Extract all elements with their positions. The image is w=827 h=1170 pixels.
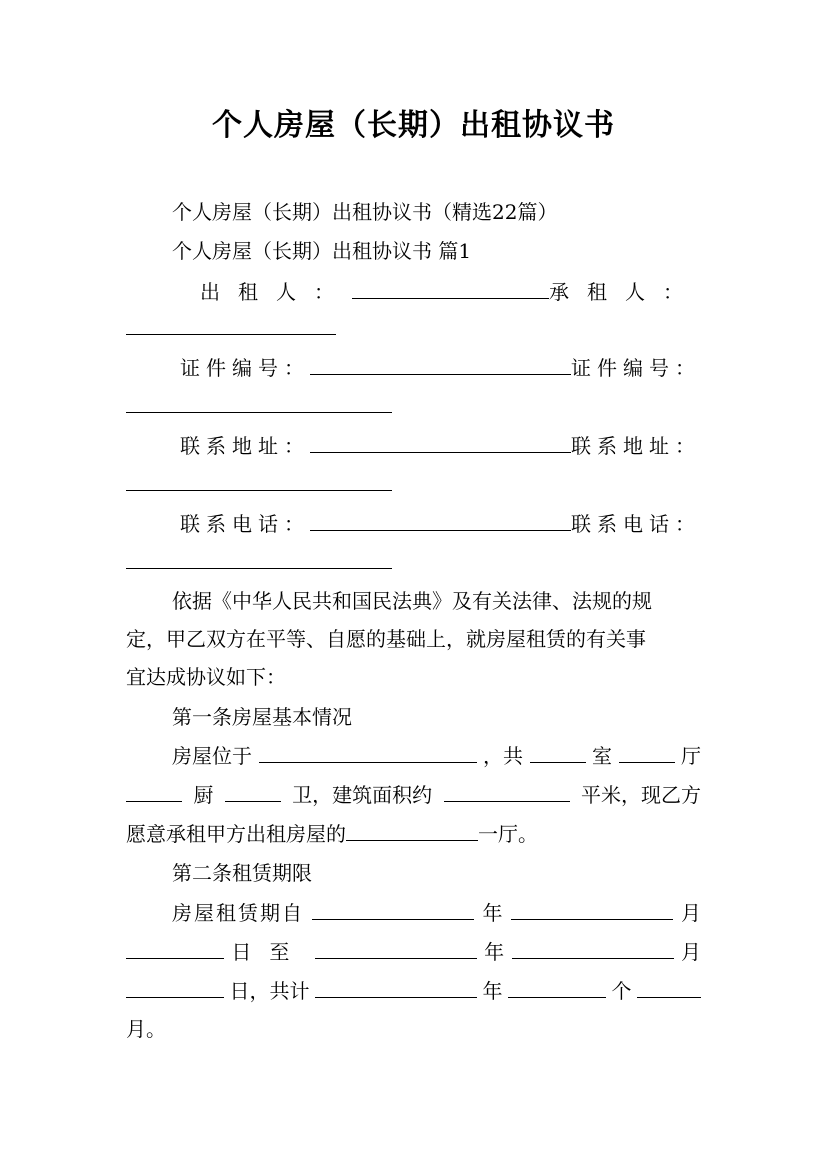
- article-2-title: 第二条租赁期限: [172, 861, 312, 885]
- article-1-title: 第一条房屋基本情况: [172, 705, 352, 729]
- art1-text-e: 厨: [193, 783, 214, 807]
- total-years-blank: [315, 975, 477, 998]
- end-year-blank: [315, 936, 477, 959]
- lessor-phone-label: 联系电话：: [180, 512, 310, 536]
- art1-text-b: ，共: [483, 744, 523, 768]
- lessee-address-blank: [126, 468, 392, 491]
- lessee-id-label: 证件编号：: [571, 356, 701, 380]
- lessee-label: 承租人：: [549, 280, 701, 304]
- area-blank: [444, 779, 570, 802]
- art2-text-c: 月: [681, 901, 701, 925]
- art1-text-c: 室: [592, 744, 612, 768]
- section-heading: 个人房屋（长期）出租协议书 篇1: [172, 239, 472, 263]
- art1-text-a: 房屋位于: [172, 744, 252, 768]
- art1-text-h: 愿意承租甲方出租房屋的: [126, 822, 346, 846]
- art1-text-d: 厅: [681, 744, 701, 768]
- lessee-phone-blank: [126, 546, 392, 569]
- art1-text-f: 卫，建筑面积约: [292, 783, 433, 807]
- art2-text-b: 年: [482, 901, 503, 925]
- lessor-address-label: 联系地址：: [180, 434, 310, 458]
- lessee-address-label: 联系地址：: [571, 434, 701, 458]
- lessor-label: 出租人：: [200, 280, 352, 304]
- start-year-blank: [312, 897, 474, 920]
- art2-text-d: 日至: [231, 940, 308, 964]
- art2-text-f: 月: [680, 940, 701, 964]
- end-day-blank: [126, 975, 224, 998]
- article-1-line-2: [126, 779, 701, 810]
- id-row: [180, 352, 701, 383]
- art1-text-g: 平米，现乙方: [580, 783, 701, 807]
- lessor-lessee-row: [200, 276, 701, 307]
- lessee-blank: [126, 312, 336, 335]
- art2-text-a: 房屋租赁期自: [172, 901, 304, 925]
- phone-row: [180, 508, 701, 539]
- lessor-phone-blank: [310, 508, 571, 531]
- art1-text-i: 一厅。: [478, 822, 538, 846]
- article-2-line-1: [172, 897, 701, 928]
- lessee-id-blank: [126, 390, 392, 413]
- end-month-blank: [512, 936, 674, 959]
- article-1-line-3: [126, 818, 701, 849]
- lessee-phone-label: 联系电话：: [571, 512, 701, 536]
- lessee-address-blank-row: [126, 468, 701, 499]
- baths-blank: [225, 779, 281, 802]
- article-1-line-1: [172, 740, 701, 771]
- art2-text-i: 个: [611, 979, 632, 1003]
- document-title: 个人房屋（长期）出租协议书: [212, 108, 615, 143]
- lessor-address-blank: [310, 430, 571, 453]
- article-2-line-3: [126, 975, 701, 1006]
- intro-line-1: 依据《中华人民共和国民法典》及有关法律、法规的规: [172, 589, 652, 613]
- house-location-blank: [259, 740, 477, 763]
- subtitle: 个人房屋（长期）出租协议书（精选22篇）: [172, 200, 558, 224]
- halls-blank: [619, 740, 675, 763]
- article-2-line-4: 月。: [126, 1017, 166, 1041]
- rented-part-blank: [346, 818, 478, 841]
- total-months-blank: [508, 975, 606, 998]
- art2-text-e: 年: [484, 940, 505, 964]
- lessee-blank-row: [126, 312, 701, 343]
- rooms-blank: [530, 740, 586, 763]
- address-row: [180, 430, 701, 461]
- start-day-blank: [126, 936, 224, 959]
- intro-line-3: 宜达成协议如下：: [126, 665, 286, 689]
- art2-text-g: 日，共计: [229, 979, 310, 1003]
- intro-line-2: 定，甲乙双方在平等、自愿的基础上，就房屋租赁的有关事: [126, 627, 646, 651]
- start-month-blank: [511, 897, 673, 920]
- extra-blank: [637, 975, 701, 998]
- lessee-phone-blank-row: [126, 546, 701, 577]
- lessor-blank: [352, 276, 549, 299]
- lessor-id-label: 证件编号：: [180, 356, 310, 380]
- article-2-line-2: [126, 936, 701, 967]
- lessor-id-blank: [310, 352, 571, 375]
- art2-text-h: 年: [482, 979, 503, 1003]
- lessee-id-blank-row: [126, 390, 701, 421]
- kitchens-blank: [126, 779, 182, 802]
